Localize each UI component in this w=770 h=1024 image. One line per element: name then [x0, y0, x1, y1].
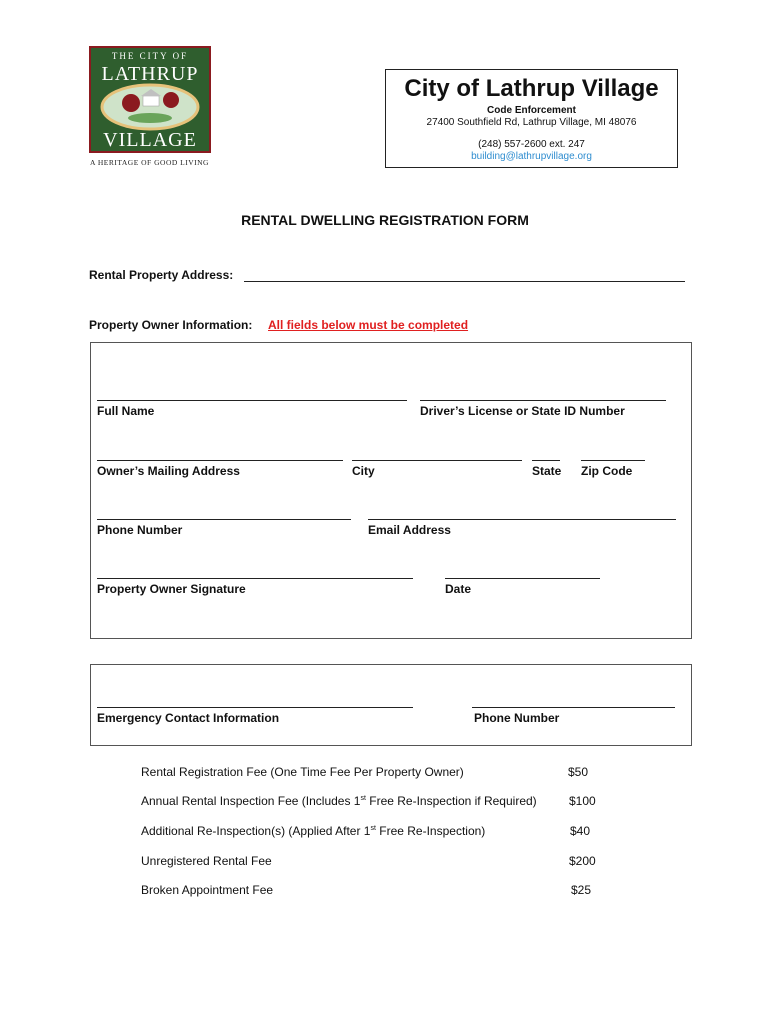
logo-graphic — [91, 48, 209, 151]
zip-field[interactable] — [581, 460, 645, 461]
full-name-field[interactable] — [97, 400, 407, 401]
property-address-field[interactable] — [244, 281, 685, 282]
signature-label: Property Owner Signature — [97, 582, 246, 596]
city-title: City of Lathrup Village — [404, 75, 659, 102]
logo-line2: LATHRUP — [101, 63, 199, 85]
address: 27400 Southfield Rd, Lathrup Village, MI 48076 — [426, 117, 637, 128]
fee-item: Annual Rental Inspection Fee (Includes 1st Free Re-Inspection if Required) — [141, 794, 537, 808]
emergency-contact-label: Emergency Contact Information — [97, 711, 280, 725]
emergency-box — [90, 664, 692, 746]
state-label: State — [532, 464, 562, 478]
emergency-contact-field[interactable] — [97, 707, 413, 708]
logo-line3: VILLAGE — [103, 129, 197, 151]
phone-field[interactable] — [97, 519, 351, 520]
state-field[interactable] — [532, 460, 560, 461]
phone: (248) 557-2600 ext. 247 — [478, 139, 585, 150]
license-field[interactable] — [420, 400, 666, 401]
fee-amount: $200 — [569, 854, 596, 868]
owner-info-label: Property Owner Information: — [89, 318, 253, 332]
license-label: Driver’s License or State ID Number — [420, 404, 625, 418]
fee-item: Additional Re-Inspection(s) (Applied After 1st Free Re-Inspection) — [141, 824, 486, 838]
date-field[interactable] — [445, 578, 600, 579]
mailing-address-label: Owner’s Mailing Address — [97, 464, 240, 478]
email-label: Email Address — [368, 523, 451, 537]
full-name-label: Full Name — [97, 404, 155, 418]
fee-amount: $50 — [568, 765, 589, 779]
header-box — [385, 69, 678, 168]
form-title: RENTAL DWELLING REGISTRATION FORM — [241, 212, 529, 228]
city-label: City — [352, 464, 375, 478]
date-label: Date — [445, 582, 472, 596]
fee-item: Rental Registration Fee (One Time Fee Per Property Owner) — [141, 765, 464, 779]
owner-info-note: All fields below must be completed — [268, 318, 469, 332]
signature-field[interactable] — [97, 578, 413, 579]
fee-item: Unregistered Rental Fee — [141, 854, 272, 868]
email-link[interactable]: building@lathrupvillage.org — [471, 151, 592, 162]
fee-item: Broken Appointment Fee — [141, 883, 274, 897]
emergency-phone-field[interactable] — [472, 707, 675, 708]
fee-amount: $100 — [569, 794, 596, 808]
city-logo — [89, 46, 211, 153]
fee-amount: $25 — [571, 883, 592, 897]
emergency-phone-label: Phone Number — [474, 711, 560, 725]
city-field[interactable] — [352, 460, 522, 461]
mailing-address-field[interactable] — [97, 460, 343, 461]
fee-amount: $40 — [570, 824, 591, 838]
phone-label: Phone Number — [97, 523, 183, 537]
email-field[interactable] — [368, 519, 676, 520]
logo-tagline: A HERITAGE OF GOOD LIVING — [90, 158, 209, 167]
department: Code Enforcement — [487, 105, 576, 116]
property-address-label: Rental Property Address: — [89, 268, 234, 282]
zip-label: Zip Code — [581, 464, 633, 478]
logo-line1: THE CITY OF — [111, 51, 189, 61]
